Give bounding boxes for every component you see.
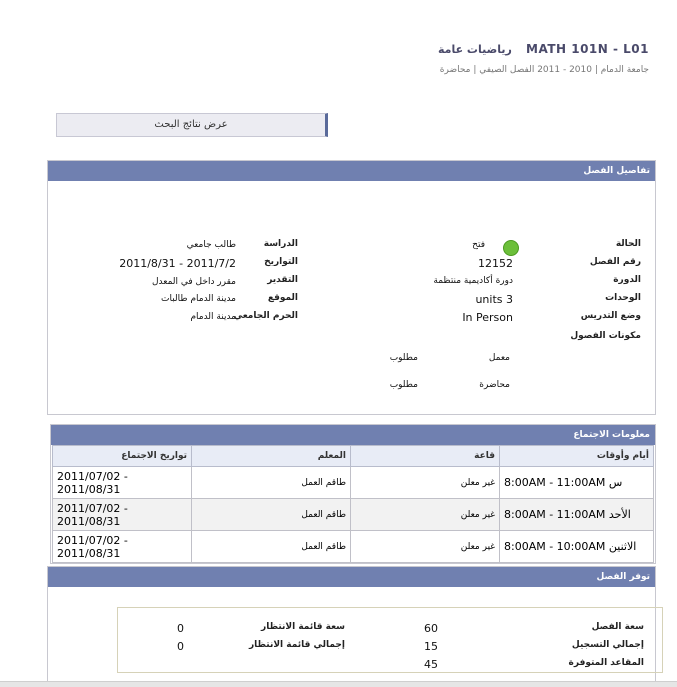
location-value: مدينة الدمام طالبات xyxy=(161,294,236,304)
col-meeting-dates: تواريخ الاجتماع xyxy=(53,446,192,467)
class-capacity-value: 60 xyxy=(424,622,438,635)
component-requirement: مطلوب xyxy=(389,353,418,363)
class-capacity-label: سعة الفصل xyxy=(591,622,644,632)
status-value: فتح xyxy=(472,240,485,250)
dates-value: 2011/8/31 - 2011/7/2 xyxy=(119,257,236,270)
course-subtitle: جامعة الدمام | 2010 - 2011 الفصل الصيفي | محاضرة xyxy=(439,65,649,75)
table-row xyxy=(53,467,654,499)
meeting-info-header: معلومات الاجتماع xyxy=(51,425,655,445)
days-times-cell: 8:00AM - 11:00AM س xyxy=(500,467,654,499)
meeting-dates-cell: 2011/07/02 - 2011/08/31 xyxy=(53,531,192,563)
waitlist-total-label: إجمالي قائمة الانتظار xyxy=(248,640,345,650)
instructor-cell: طاقم العمل xyxy=(192,467,351,499)
status-label: الحالة xyxy=(615,239,641,249)
component-requirement: مطلوب xyxy=(389,380,418,390)
meeting-table xyxy=(52,445,654,563)
campus-value: مدينة الدمام xyxy=(190,312,236,322)
component-name: معمل xyxy=(488,353,510,363)
horizontal-scrollbar[interactable] xyxy=(0,681,677,687)
view-search-results-button[interactable]: عرض نتائج البحث xyxy=(56,113,328,137)
meeting-dates-cell: 2011/07/02 - 2011/08/31 xyxy=(53,499,192,531)
room-cell: غير معلن xyxy=(351,467,500,499)
class-availability-header: توفر الفصل xyxy=(48,567,655,587)
instructor-cell: طاقم العمل xyxy=(192,499,351,531)
grading-value: مقرر داخل في المعدل xyxy=(151,277,236,287)
days-times-cell: 8:00AM - 11:00AM الأحد xyxy=(500,499,654,531)
waitlist-total-value: 0 xyxy=(177,640,184,653)
enrollment-total-label: إجمالي التسجيل xyxy=(571,640,644,650)
status-open-icon xyxy=(503,240,519,256)
dates-label: التواريخ xyxy=(264,257,298,267)
waitlist-capacity-label: سعة قائمة الانتظار xyxy=(261,622,345,632)
location-label: الموقع xyxy=(267,293,298,303)
days-times-cell: 8:00AM - 10:00AM الاثنين xyxy=(500,531,654,563)
waitlist-capacity-value: 0 xyxy=(177,622,184,635)
class-details-panel xyxy=(47,160,656,415)
course-title xyxy=(438,42,649,56)
session-value: دورة أكاديمية منتظمة xyxy=(433,276,513,286)
course-code: MATH 101N - L01 xyxy=(526,42,649,56)
class-components-label: مكونات الفصول xyxy=(570,331,641,341)
enrollment-total-value: 15 xyxy=(424,640,438,653)
available-seats-label: المقاعد المتوفرة xyxy=(568,658,644,668)
class-number-value: 12152 xyxy=(478,257,513,270)
room-cell: غير معلن xyxy=(351,531,500,563)
instructor-cell: طاقم العمل xyxy=(192,531,351,563)
class-number-label: رقم الفصل xyxy=(589,257,641,267)
available-seats-value: 45 xyxy=(424,658,438,671)
room-cell: غير معلن xyxy=(351,499,500,531)
class-details-header: تفاصيل الفصل xyxy=(48,161,655,181)
component-name: محاضرة xyxy=(479,380,510,390)
col-instructor: المعلم xyxy=(192,446,351,467)
campus-label: الحرم الجامعي xyxy=(233,311,298,321)
career-value: طالب جامعي xyxy=(186,240,236,250)
units-value: units 3 xyxy=(475,293,513,306)
meeting-dates-cell: 2011/07/02 - 2011/08/31 xyxy=(53,467,192,499)
grading-label: التقدير xyxy=(267,275,298,285)
instruction-mode-label: وضع التدريس xyxy=(580,311,641,321)
session-label: الدورة xyxy=(613,275,641,285)
table-row xyxy=(53,531,654,563)
course-name: رياضيات عامة xyxy=(437,43,512,56)
table-row xyxy=(53,499,654,531)
col-days-times: أيام وأوقات xyxy=(500,446,654,467)
units-label: الوحدات xyxy=(605,293,641,303)
col-room: قاعة xyxy=(351,446,500,467)
instruction-mode-value: In Person xyxy=(462,311,513,324)
meeting-info-panel xyxy=(50,424,656,564)
career-label: الدراسة xyxy=(263,239,298,249)
